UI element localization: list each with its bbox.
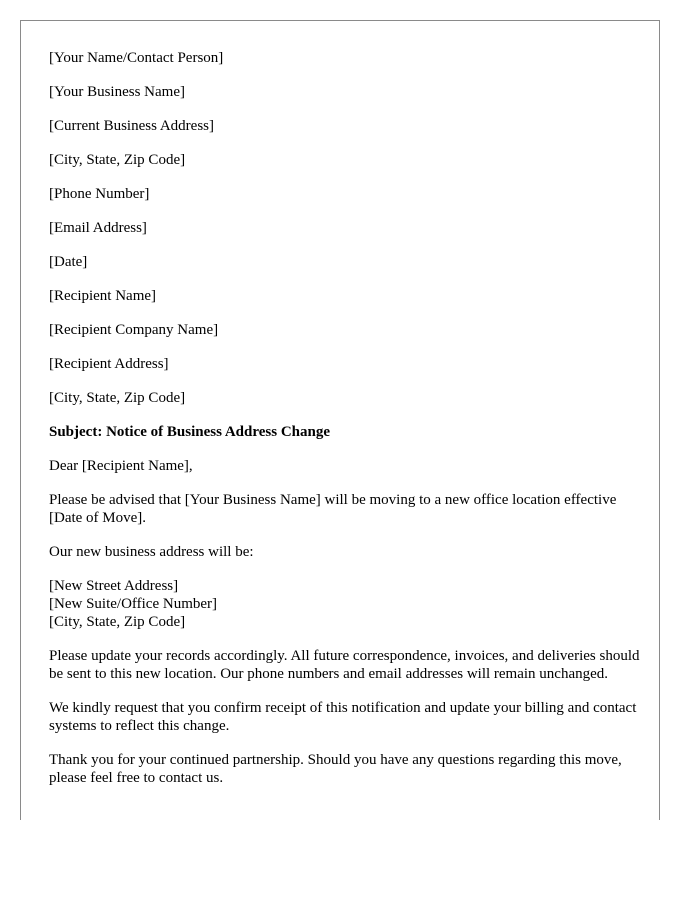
sender-address: [Current Business Address] — [49, 118, 214, 134]
recipient-city-state-zip: [City, State, Zip Code] — [49, 390, 186, 406]
new-street-address: [New Street Address] — [49, 578, 179, 594]
letter-date: [Date] — [49, 254, 88, 270]
body-paragraph-3: Please update your records accordingly. All future correspondence, invoices, and deliveries should be sent to this new location. Our phone numbers and email addresses will remain unchanged. — [49, 648, 640, 682]
sender-city-state-zip: [City, State, Zip Code] — [49, 152, 186, 168]
recipient-company: [Recipient Company Name] — [49, 322, 219, 338]
letter-page — [20, 20, 660, 820]
salutation: Dear [Recipient Name], — [49, 458, 193, 474]
recipient-address: [Recipient Address] — [49, 356, 169, 372]
new-address-block — [49, 577, 641, 631]
letter-content — [49, 49, 641, 803]
sender-email: [Email Address] — [49, 220, 147, 236]
sender-business: [Your Business Name] — [49, 84, 185, 100]
sender-name: [Your Name/Contact Person] — [49, 50, 224, 66]
letter-subject: Subject: Notice of Business Address Change — [49, 424, 330, 440]
body-paragraph-4: We kindly request that you confirm receipt of this notification and update your billing and contact systems to reflect this change. — [49, 700, 637, 734]
body-paragraph-2: Our new business address will be: — [49, 544, 254, 560]
body-paragraph-5: Thank you for your continued partnership. Should you have any questions regarding this move, please feel free to contact us. — [49, 752, 622, 786]
new-suite-number: [New Suite/Office Number] — [49, 596, 218, 612]
sender-phone: [Phone Number] — [49, 186, 150, 202]
recipient-name: [Recipient Name] — [49, 288, 157, 304]
new-city-state-zip: [City, State, Zip Code] — [49, 614, 186, 630]
body-paragraph-1: Please be advised that [Your Business Name] will be moving to a new office location effective [Date of Move]. — [49, 492, 617, 526]
